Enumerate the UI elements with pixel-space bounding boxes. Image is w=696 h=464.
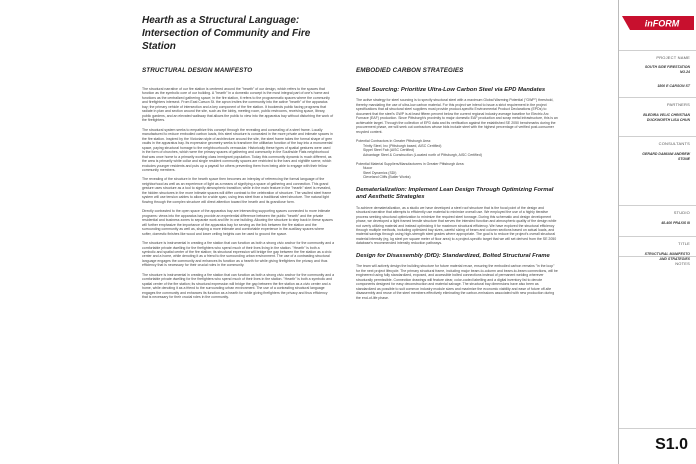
sheet-number: S1.0 [655,436,688,453]
studio-label: STUDIO [673,210,690,215]
manifesto-paragraph: Directly contrasted to the open space of the apparatus bay are intersecting supporting spaces connected to more intimate programs: views into the apparatus bay provide an experiential difference between the public "hearth" and the private residential and business zones to separate work and life in one building. Allowing the structure to step back in these spaces will further emphasize the importance of the apparatus bay for serving as the link between the fire station and the surrounding community as well as, shaping a more intimate and comfortable experience in the auxiliary spaces where softer, domestic finishes like wood and lower ceiling heights can be used to ground the space. [142,209,333,236]
contractor-item: Sippel Steel Fab (AISC Certified) [363,148,415,153]
sheet-title-value: STRUCTURAL MANIFESTO AND STRATEGIES [644,252,690,261]
consultants-value: GERARD DAMIANI ANDREW STONE [642,152,690,161]
inform-logo [622,16,694,30]
manifesto-paragraph: The structural system seeks to empathize this concept through the revealing and concealing of a steel frame. Locally manufactured to reduce embodied carbon loads, this steel structure is concealed in the more private and intimate spaces in the fire station. Inspired by the Victorian style of architecture around the site, the steel frame takes the formal shape of gren vaults in the apparatus bay. Its expressive geometry seeks to transform the utilitarian function of the bay into a monumental space, paying structural homage to the neighbourhood's vernacular. Historically these types of spatial gestures were used in the form of churches, which were the primary spaces of gathering and community in the Southside Flats neighborhood that was once home to a primarily working class immigrant population. Today this community dynamic is much different, as the area is primarily white collar and single resident community spaces are restricted to the bars and nightlife scene, which excludes younger residents and puts up a payeall for others preventing them from being able to engage with their fellow community members. [142,127,333,172]
manifesto-paragraph: The structure is instrumental in creating a fire station that can function as both a strong civic anchor for the community and a comfortable private dwelling for the firefighters who spend much of their lives living in the station. "Hearth" is both a symbolic and spatial center of the fire station; its structural expression will bridge the gap between the fire station as a civic center and a home, while denoting it as a friend to the surrounding urban environment. The use of a contrasting structural language engages the community and enhances its function as a hearth for while giving firefighters the privacy and thus efficiency that is necessary for their crucial roles in the community. [142,241,334,268]
title-block-divider [619,205,696,206]
strategy-heading-steel-sourcing: Steel Sourcing: Prioritize Ultra-Low Carbon Steel via EPD Mandates [356,87,546,93]
consultants-label: CONSULTANTS [658,141,690,146]
right-column-heading: EMBODIED CARBON STRATEGIES [356,67,464,74]
partners-value: BLEDIRA VELIC CHRISTIAN DUCKWORTH LISA CHUN [643,113,690,122]
strategy-paragraph: The team will actively design the building structure for future material reuse, ensuring the embodied carbon remains "in the loop" for the next project lifecycle. The primary structural frame, including major beam-to-column and beam-to-beam connections, will be engineered using fully standardized, exposed, and accessible bolted connections instead of permanent welding wherever structurally permissible. Connection drawings will feature clear, color-coded labelling and a digital inventory list to denote components designed for easy deconstruction and material salvage. The structural bay dimensions have also been as standardized as possible to suit common industry module sizes and maximize the economic viability and ease of future off-site disassembly and reuse of the steel members effectively eliminating the carbon-emissions associated with new production during the end-of-life phase. [356,264,558,300]
logo-text: inFORM [644,18,680,29]
title-block-divider [619,136,696,137]
manifesto-paragraph: The revealing of the structure in the hearth space then becomes an interplay of referencing the formal language of the neighborhood as well as an experience of light as a means of signifying a space of gathering and connection. This grand gesture uses structure as a tool to signify atmospheric transition; while in the main feature in the "hearth" steel is revealed, the hidden structures in the more intimate spaces will differ contrast to the celebration of structure. The vaulted steel frame system will use tension cables to allow for a wide span, using less steel than a traditional steel structure. The natural light flowing through the complex structure will direct attention toward the hearth and its grandiose form. [142,177,332,204]
contractor-item: Trinity Steel, Inc (Pittsburgh based, AISC Certified) [363,143,442,148]
project-address: 1800 E CARSON ST [657,84,690,88]
title-label: TITLE [678,241,690,246]
title-block-divider [619,97,696,98]
left-column-heading: STRUCTURAL DESIGN MANIFESTO [142,67,253,74]
title-block-divider [619,236,696,237]
title-block-divider [619,428,696,429]
strategy-heading-disassembly: Design for Disassembly (DfD): Standardized, Bolted Structural Frame [356,252,550,259]
title-block-divider [619,50,696,51]
project-name-value: SOUTH SIDE FIRESTATION NO.24 [644,65,690,74]
strategies-column [356,87,558,457]
contractor-item: Advantage Steel & Construction (Located north of Pittsburgh, AISC Certified) [363,152,482,157]
title-block-divider [619,256,696,257]
strategy-paragraph: To achieve dematerialization, as a studio we have developed a steel roof structure that is the focal point of the design and structural narrative that attempts to efficiently use material to minimize overall use. We employed the use of a highly iterative process seeking structural optimization to minimize the required steel tonnage. During this schematic and design development phase, we developed a light framed tensile structure that serves the intended function and atmospheric quality of the design while not overly utilizing material and instead optimizing it for maximum structural efficiency. We have explored the structural efficiency through multiple methods, including optimized bay sizes, careful sizing of beam and column sections based on actual loads, and material savings through using high-strength steel grades where appropriate. The goal is to reduce the project's overall structural material intensity (eg, kg steel per square meter of floor area) to a project-specific target that we will set derived from the SE 2050 database's recommended intensity reduction pathways. [356,205,557,246]
manifesto-paragraph: The structure is instrumental in creating a fire station that can function as both a strong civic anchor for the community and a comfortable private dwelling for the firefighters who spend much of their lives in the station. "Hearth" is both a symbolic and spatial center of the fire station; its structural expression will bridge the gap between the fire station as a civic center and a home, while denoting it as a friend to the surrounding urban environment. The use of a contrasting structural language engages the community and enhances its function as a hearth for while giving firefighters the privacy and thus efficiency that is necessary for their crucial roles in the community. [142,272,334,300]
manufacturer-item: Steel Dynamics (SDI) [363,170,397,175]
manufacturers-heading: Potential Material Suppliers/Manufacturers in Greater Pittsburgh Area: [356,162,465,166]
notes-label: NOTES [675,261,690,266]
sheet-title: Hearth as a Structural Language: Intersection of Community and Fire Station [142,15,311,52]
studio-value: 48-400 PRAXIS III [661,221,690,225]
manifesto-paragraph: The structural narrative of our fire station is centered around the "hearth" of our design, which refers to the spaces that function as the symbolic core of our building. A "hearth" in a domestic concept is the most integral part of one's home and functions as the centralized gathering space; in the fire station, it refers to the programmatic spaces where the community and firefighters intersect. From East Carson St. the apron invites the community into the active "hearth" of the apparatus bay; the primary vehicle of intersection and a key component of the fire station. It bookends public facing programs that radiate in plan and section around the site, such as the lobby, meeting room, public restrooms, receiving space, library, public gardens, and an elevated walkway that allows the public to view into the apparatus bay without disturbing the work of the firefighters. [142,87,334,123]
partners-label: PARTNERS [666,102,690,107]
manufacturer-item: Cleveland Cliffs (Butler Works) [363,175,411,180]
title-block [618,0,696,464]
manifesto-column [142,87,334,457]
strategy-paragraph: The active strategy for steel sourcing is to specify structural steel with a maximum Global Warming Potential ("GWP") threshold, thereby mandating the use of ultra-low carbon material. For this project we intend to issue a strict requirement in the project specifications that all structural steel suppliers must provide product-specific Environmental Product Declarations (EPDs) to document that the steel's GWP is at least fifteen percent below the current regional industry average baseline for Electric Arc Furnace (EAF) production. Since Pittsburgh's proximity to major domestic EAF production and scrap metal infrastructure, this is an achievable target. Through the collection of EPD data and its verification against the established SE 2050 benchmarks during the procurement phase, we will seek out contractors whose bids include steel with the highest percentage of verified post-consumer recycled content. [356,98,558,134]
manufacturer-item: Nucor [363,166,373,171]
project-name-label: PROJECT NAME [656,55,690,60]
strategy-heading-dematerialization: Dematerialization: Implement Lean Design Through Optimizing Formal and Aesthetic Strategies [356,186,554,201]
contractors-heading: Potential Contractors in Greater Pittsburgh Area: [356,139,432,144]
